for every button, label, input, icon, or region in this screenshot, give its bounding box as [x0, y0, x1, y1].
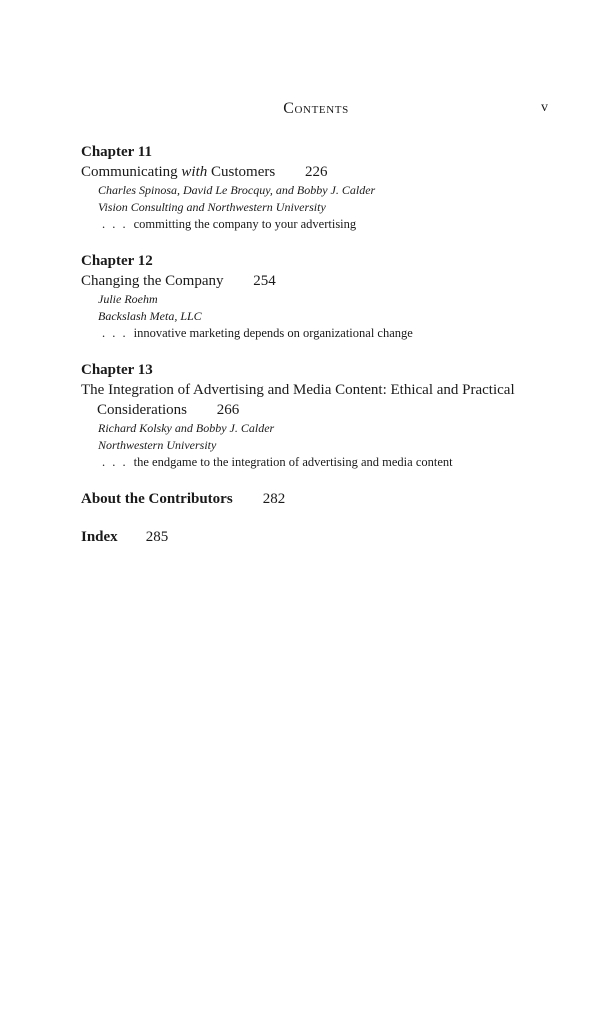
chapter-label: Chapter 12 [81, 253, 153, 269]
ellipsis: . . . [102, 455, 128, 469]
back-matter-page-number: 282 [262, 491, 286, 507]
chapter-page-number: 266 [216, 402, 240, 418]
chapter-tagline [81, 454, 561, 471]
chapter-affiliation: Backslash Meta, LLC [98, 309, 202, 323]
ellipsis: . . . [102, 217, 128, 231]
chapter-authors: Richard Kolsky and Bobby J. Calder [98, 421, 275, 435]
chapter-page-number: 254 [253, 273, 276, 289]
chapter-label: Chapter 13 [81, 362, 153, 378]
chapter-title-text-end: Customers [207, 164, 276, 180]
toc-entry-about-contributors[interactable] [81, 490, 561, 509]
chapter-page-number: 226 [304, 164, 328, 180]
chapter-label: Chapter 11 [81, 144, 152, 160]
chapter-authors: Julie Roehm [98, 292, 158, 306]
chapter-title-continuation: Considerations [97, 402, 187, 418]
chapter-title-line-2 [81, 400, 561, 420]
tagline-text: committing the company to your advertising [133, 217, 357, 231]
ellipsis: . . . [102, 326, 128, 340]
tagline-text: the endgame to the integration of advertising and media content [133, 455, 453, 469]
chapter-tagline [81, 325, 561, 342]
folio-page-number: v [541, 100, 548, 115]
tagline-text: innovative marketing depends on organizational change [133, 326, 413, 340]
chapter-title-line-1: The Integration of Advertising and Media Content: Ethical and Practical [81, 382, 515, 398]
chapter-affiliation: Vision Consulting and Northwestern University [98, 200, 326, 214]
chapter-tagline [81, 216, 561, 233]
chapter-title[interactable] [81, 271, 561, 291]
back-matter-label: Index [81, 529, 118, 545]
toc-entry-chapter-13 [81, 361, 561, 471]
chapter-title-text: Changing the Company [81, 273, 224, 289]
table-of-contents [81, 143, 561, 547]
back-matter-page-number: 285 [145, 529, 169, 545]
chapter-title[interactable] [81, 380, 561, 420]
back-matter-label: About the Contributors [81, 491, 233, 507]
running-title: Contents [283, 100, 349, 117]
chapter-affiliation: Northwestern University [98, 438, 217, 452]
toc-entry-chapter-11 [81, 143, 561, 233]
chapter-title[interactable] [81, 162, 561, 182]
chapter-title-italic: with [181, 164, 208, 180]
toc-entry-index[interactable] [81, 528, 561, 547]
toc-entry-chapter-12 [81, 252, 561, 342]
chapter-authors: Charles Spinosa, David Le Brocquy, and Bobby J. Calder [98, 183, 376, 197]
chapter-title-text: Communicating [81, 164, 182, 180]
running-head [0, 100, 607, 120]
